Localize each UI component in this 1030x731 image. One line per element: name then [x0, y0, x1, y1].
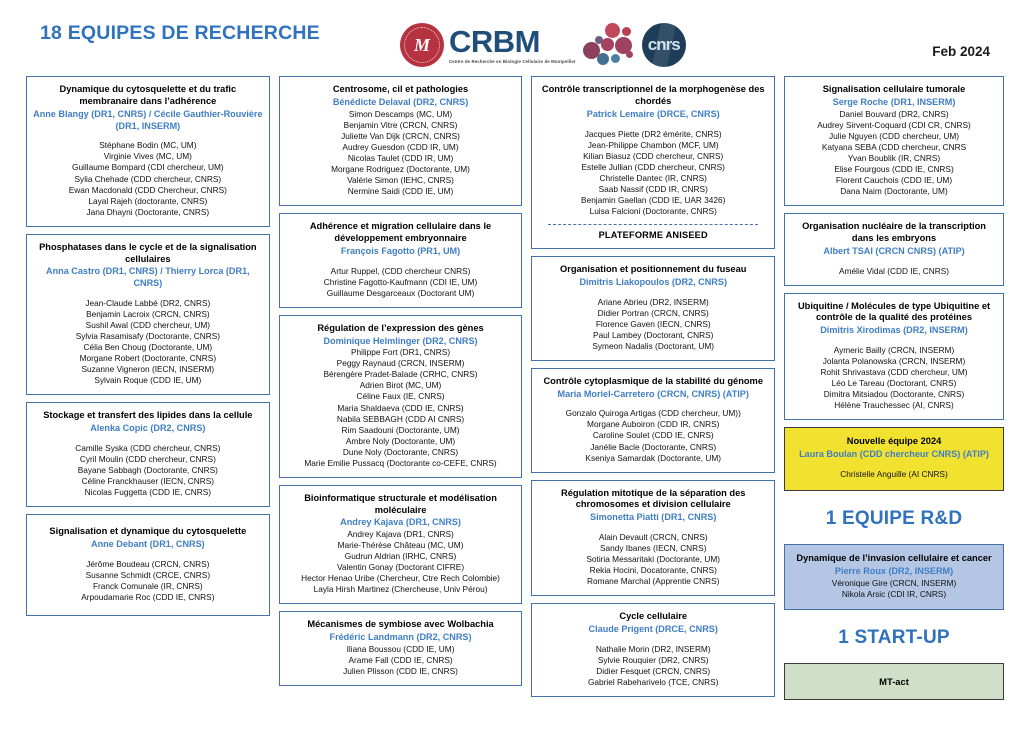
team-title: Cycle cellulaire	[619, 611, 688, 622]
team-title: Dynamique du cytosquelette et du trafic membranaire dans l’adhérence	[59, 84, 237, 106]
team-box	[784, 293, 1004, 421]
team-member: Cyril Moulin (CDD chercheur, CNRS)	[79, 454, 216, 465]
team-member: Florence Gaven (IECN, CNRS)	[595, 318, 711, 329]
team-member: Benjamin Vitre (CRCN, CNRS)	[343, 119, 458, 130]
team-members	[286, 266, 516, 299]
team-member: Amélie Vidal (CDD IE, CNRS)	[839, 265, 950, 276]
rd-team-box	[784, 544, 1004, 610]
team-member: Arpoudamarie Roc (CDD IE, CNRS)	[81, 591, 215, 602]
new-team-members	[791, 469, 997, 480]
team-member: Valérie Simon (IEHC, CNRS)	[347, 174, 454, 185]
team-leader: Anne Blangy (DR1, CNRS) / Cécile Gauthier-Rouvière (DR1, INSERM)	[33, 108, 263, 131]
team-member: Valentin Gonay (Doctorant CIFRE)	[336, 562, 465, 573]
team-members	[286, 347, 516, 468]
team-member: Maria Shaldaeva (CDD IE, CNRS)	[337, 402, 464, 413]
team-member: Artur Ruppel, (CDD chercheur CNRS)	[330, 265, 471, 276]
team-member: Christine Fagotto-Kaufmann (CDI IE, UM)	[323, 276, 478, 287]
section-divider	[548, 224, 758, 225]
crbm-subtitle: Centre de Recherche en Biologie Cellulaire de Montpellier	[449, 59, 576, 64]
new-team-title: Nouvelle équipe 2024	[846, 436, 942, 447]
team-member: Paul Lambey (Doctorant, CNRS)	[593, 329, 714, 340]
team-member: Camille Syska (CDD chercheur, CNRS)	[75, 442, 221, 453]
team-title: Organisation et positionnement du fuseau	[559, 263, 747, 274]
team-title: Stockage et transfert des lipides dans la cellule	[43, 410, 253, 421]
cnrs-label: cnrs	[647, 35, 680, 54]
new-team-box	[784, 427, 1004, 491]
team-members	[538, 408, 768, 463]
team-member: Jérôme Boudeau (CRCN, CNRS)	[86, 558, 210, 569]
team-member: Dana Naim (Doctorante, UM)	[840, 185, 948, 196]
team-member: Philippe Fort (DR1, CNRS)	[350, 347, 451, 358]
team-member: Andrey Kajava (DR1, CNRS)	[347, 529, 454, 540]
team-member: Nikola Arsic (CDI IR, CNRS)	[841, 588, 947, 599]
team-member: Gonzalo Quiroga Artigas (CDD chercheur, UM))	[565, 408, 741, 419]
column-3	[531, 76, 775, 700]
team-box	[784, 76, 1004, 206]
team-member: Gudrun Aldrian (IRHC, CNRS)	[344, 551, 457, 562]
team-title: Contrôle transcriptionnel de la morphogenèse des chordés	[541, 84, 765, 106]
page-title: 18 EQUIPES DE RECHERCHE	[40, 22, 320, 44]
team-member: Christelle Anguille (AI CNRS)	[840, 469, 948, 480]
team-members	[286, 644, 516, 677]
team-members	[33, 140, 263, 217]
team-leader: Andrey Kajava (DR1, CNRS)	[340, 517, 461, 528]
team-member: Audrey Guesdon (CDD IR, UM)	[342, 141, 459, 152]
team-member: Dune Noly (Doctorante, CNRS)	[342, 446, 459, 457]
team-members	[538, 644, 768, 688]
team-members	[538, 297, 768, 352]
team-member: Kseniya Samardak (Doctorante, UM)	[585, 452, 721, 463]
team-member: Nicolas Taulet (CDD IR, UM)	[347, 152, 454, 163]
team-member: Simon Descamps (MC, UM)	[348, 108, 453, 119]
team-members	[286, 109, 516, 197]
team-box	[531, 480, 775, 597]
team-members	[286, 529, 516, 595]
startup-box	[784, 663, 1004, 700]
team-member: Aymeric Bailly (CRCN, INSERM)	[833, 345, 955, 356]
team-member: Audrey Sirvent-Coquard (CDI CR, CNRS)	[817, 119, 971, 130]
team-member: Hector Henao Uribe (Chercheur, Ctre Rech Colombie)	[301, 573, 500, 584]
crbm-logo	[449, 26, 576, 64]
team-box	[279, 315, 523, 478]
team-leader: Albert TSAI (CRCN CNRS) (ATIP)	[823, 245, 965, 256]
team-member: Morgane Rodriguez (Doctorante, UM)	[331, 163, 470, 174]
column-4	[784, 76, 1004, 700]
team-box	[26, 514, 270, 616]
startup-name: MT-act	[879, 675, 909, 687]
team-leader: Dimitris Xirodimas (DR2, INSERM)	[820, 325, 968, 336]
team-box	[531, 368, 775, 473]
team-title: Bioinformatique structurale et modélisation moléculaire	[304, 492, 497, 515]
um-monogram: M	[410, 33, 434, 57]
team-members	[33, 559, 263, 603]
team-member: Alain Devault (CRCN, CNRS)	[598, 532, 708, 543]
team-member: Céline Faux (IE, CNRS)	[356, 391, 445, 402]
team-box	[531, 256, 775, 361]
team-member: Julie Nguyen (CDD chercheur, UM)	[829, 130, 960, 141]
team-member: Hélène Trauchessec (AI, CNRS)	[834, 400, 954, 411]
team-leader: Claude Prigent (DRCE, CNRS)	[588, 624, 718, 635]
team-leader: Frédéric Landmann (DR2, CNRS)	[329, 632, 472, 643]
team-member: Nathalie Morin (DR2, INSERM)	[595, 644, 711, 655]
team-member: Yvan Boublik (IR, CNRS)	[847, 152, 941, 163]
team-member: Peggy Raynaud (CRCN, INSERM)	[336, 358, 465, 369]
team-leader: Bénédicte Delaval (DR2, CNRS)	[332, 96, 469, 107]
startup-section-heading: 1 START-UP	[838, 626, 950, 648]
team-member: Adrien Birot (MC, UM)	[359, 380, 442, 391]
team-member: Kilian Biasuz (CDD chercheur, CNRS)	[583, 150, 724, 161]
team-leader: Dimitris Liakopoulos (DR2, CNRS)	[579, 276, 727, 287]
team-title: Centrosome, cil et pathologies	[332, 84, 469, 94]
team-members	[791, 266, 997, 277]
cnrs-logo	[642, 23, 686, 67]
molecule-icon	[581, 23, 637, 67]
team-box	[279, 485, 523, 605]
team-member: Jana Dhayni (Doctorante, CNRS)	[86, 206, 210, 217]
team-member: Célia Ben Choug (Doctorante, UM)	[83, 342, 213, 353]
team-member: Didier Fesquet (CRCN, CNRS)	[596, 666, 711, 677]
team-member: Ambre Noly (Doctorante, UM)	[345, 435, 456, 446]
team-member: Luisa Falcioni (Doctorante, CNRS)	[589, 205, 717, 216]
team-members	[33, 298, 263, 386]
logo-group	[400, 22, 686, 68]
team-member: Sushil Awal (CDD chercheur, UM)	[85, 320, 211, 331]
team-member: Layal Rajeh (doctorante, CNRS)	[88, 195, 208, 206]
team-member: Benjamin Gaellan (CDD IE, UAR 3426)	[581, 194, 726, 205]
team-member: Guillaume Bompard (CDI chercheur, UM)	[71, 162, 224, 173]
team-box	[531, 76, 775, 249]
team-title: Organisation nucléaire de la transcription dans les embryons	[802, 220, 986, 243]
team-member: Jean-Philippe Chambon (MCF, UM)	[587, 139, 719, 150]
team-members	[538, 129, 768, 217]
team-member: Janélie Bacle (Doctorante, CNRS)	[590, 441, 717, 452]
team-box	[531, 603, 775, 697]
team-leader: Serge Roche (DR1, INSERM)	[832, 96, 956, 107]
crbm-acronym: CRBM	[449, 24, 540, 59]
team-member: Suzanne Vigneron (IECN, INSERM)	[81, 364, 215, 375]
team-member: Morgane Auboiron (CDD IR, CNRS)	[587, 419, 720, 430]
date-label: Feb 2024	[932, 44, 990, 59]
team-member: Dimitra Mitsiadou (Doctorante, CNRS)	[823, 389, 965, 400]
rd-team-leader: Pierre Roux (DR2, INSERM)	[834, 565, 954, 576]
team-box	[26, 76, 270, 227]
team-box	[26, 402, 270, 507]
team-member: Ariane Abrieu (DR2, INSERM)	[597, 296, 709, 307]
team-member: Susanne Schmidt (CRCE, CNRS)	[85, 569, 211, 580]
platform-label: PLATEFORME ANISEED	[598, 229, 708, 240]
team-member: Elise Fourgous (CDD IE, CNRS)	[834, 163, 954, 174]
team-member: Rohit Shrivastava (CDD chercheur, UM)	[820, 367, 968, 378]
team-member: Sylvain Roque (CDD IE, UM)	[94, 375, 202, 386]
team-member: Nermine Saidi (CDD IE, UM)	[347, 185, 454, 196]
team-leader: Simonetta Piatti (DR1, CNRS)	[590, 512, 717, 523]
team-member: Katyana SEBA (CDD chercheur, CNRS	[821, 141, 967, 152]
team-leader: Anne Debant (DR1, CNRS)	[91, 539, 205, 550]
team-box	[279, 76, 523, 206]
team-member: Nicolas Fuggetta (CDD IE, CNRS)	[84, 487, 212, 498]
team-member: Stéphane Bodin (MC, UM)	[99, 140, 197, 151]
team-title: Signalisation cellulaire tumorale	[822, 84, 966, 94]
team-member: Nabila SEBBAGH (CDD AI CNRS)	[336, 413, 465, 424]
team-members	[538, 532, 768, 587]
team-member: Bérengère Pradet-Balade (CRHC, CNRS)	[323, 369, 478, 380]
team-title: Signalisation et dynamique du cytosquelette	[49, 526, 247, 537]
team-member: Sandy Ibanes (IECN, CNRS)	[599, 543, 707, 554]
team-member: Caroline Soulet (CDD IE, CNRS)	[592, 430, 714, 441]
team-member: Marie-Thérèse Château (MC, UM)	[337, 540, 464, 551]
team-member: Sylvia Rasamisafy (Doctorante, CNRS)	[75, 331, 220, 342]
team-title: Mécanismes de symbiose avec Wolbachia	[307, 619, 494, 630]
team-member: Franck Comunale (IR, CNRS)	[92, 580, 203, 591]
teams-grid	[0, 76, 1030, 700]
team-title: Contrôle cytoplasmique de la stabilité du génome	[543, 375, 763, 386]
rd-team-members	[791, 578, 997, 600]
team-member: Benjamin Lacroix (CRCN, CNRS)	[86, 309, 210, 320]
column-1	[26, 76, 270, 700]
team-member: Jacques Piette (DR2 émérite, CNRS)	[584, 128, 722, 139]
team-members	[791, 109, 997, 197]
team-box	[26, 234, 270, 396]
team-members	[33, 443, 263, 498]
team-title: Adhérence et migration cellulaire dans le développement embryonnaire	[309, 220, 492, 243]
rd-section-heading: 1 EQUIPE R&D	[825, 508, 963, 530]
team-leader: François Fagotto (PR1, UM)	[340, 245, 461, 256]
team-member: Sotiria Messaritaki (Doctorante, UM)	[586, 554, 721, 565]
team-member: Jean-Claude Labbé (DR2, CNRS)	[85, 298, 211, 309]
team-leader: Dominique Helmlinger (DR2, CNRS)	[323, 335, 478, 346]
team-member: Juliette Van Dijk (CRCN, CNRS)	[341, 130, 460, 141]
team-member: Symeon Nadalis (Doctorant, UM)	[592, 340, 715, 351]
team-member: Marie Emilie Pussacq (Doctorante co-CEFE, CNRS)	[304, 457, 497, 468]
university-montpellier-logo	[400, 23, 444, 67]
team-member: Christelle Dantec (IR, CNRS)	[599, 172, 707, 183]
team-member: Didier Portran (CRCN, CNRS)	[597, 307, 709, 318]
page-header	[0, 0, 1030, 72]
team-leader: María Moriel-Carretero (CRCN, CNRS) (ATIP)	[557, 388, 749, 399]
team-member: Bayane Sabbagh (Doctorante, CNRS)	[77, 465, 218, 476]
team-title: Régulation mitotique de la séparation des chromosomes et division cellulaire	[561, 487, 746, 510]
team-member: Virginie Vives (MC, UM)	[103, 151, 192, 162]
team-leader: Patrick Lemaire (DRCE, CNRS)	[586, 108, 720, 119]
team-member: Florent Cauchois (CDD IE, UM)	[835, 174, 953, 185]
team-member: Sylvie Rouquier (DR2, CNRS)	[597, 655, 709, 666]
team-leader: Anna Castro (DR1, CNRS) / Thierry Lorca (DR1, CNRS)	[46, 266, 250, 289]
team-member: Léo Le Tareau (Doctorant, CNRS)	[831, 378, 957, 389]
team-member: Arame Fall (CDD IE, CNRS)	[348, 655, 453, 666]
team-title: Phosphatases dans le cycle et de la signalisation cellulaires	[39, 241, 257, 264]
team-member: Véronique Gire (CRCN, INSERM)	[831, 577, 957, 588]
new-team-leader: Laura Boulan (CDD chercheur CNRS) (ATIP)	[799, 449, 989, 460]
team-member: Iliana Boussou (CDD IE, UM)	[346, 644, 455, 655]
column-2	[279, 76, 523, 700]
team-title: Ubiquitine / Molécules de type Ubiquitine et contrôle de la qualité des protéines	[797, 300, 991, 323]
team-member: Morgane Robert (Doctorante, CNRS)	[79, 353, 217, 364]
team-box	[784, 213, 1004, 286]
team-member: Daniel Bouvard (DR2, CNRS)	[839, 108, 949, 119]
team-members	[791, 345, 997, 411]
team-member: Julien Plisson (CDD IE, CNRS)	[343, 666, 458, 677]
rd-team-title: Dynamique de l’invasion cellulaire et cancer	[796, 553, 992, 564]
team-member: Estelle Jullian (CDD chercheur, CNRS)	[581, 161, 725, 172]
team-member: Layla Hirsh Martinez (Chercheuse, Univ Pérou)	[313, 584, 488, 595]
team-member: Rim Saadouni (Doctorante, UM)	[341, 424, 460, 435]
team-title: Régulation de l’expression des gènes	[317, 322, 484, 333]
team-member: Rekia Hocini, Docatorante, CNRS)	[589, 565, 717, 576]
team-member: Saab Nassif (CDD IR, CNRS)	[598, 183, 708, 194]
team-member: Ewan Macdonald (CDD Chercheur, CNRS)	[68, 184, 227, 195]
team-member: Sylia Chehade (CDD chercheur, CNRS)	[74, 173, 222, 184]
team-member: Céline Franckhauser (IECN, CNRS)	[81, 476, 214, 487]
team-member: Romane Marchal (Apprentie CNRS)	[587, 576, 720, 587]
team-box	[279, 213, 523, 308]
team-box	[279, 611, 523, 686]
team-leader: Alenka Copic (DR2, CNRS)	[90, 423, 206, 434]
team-member: Jolanta Polanowska (CRCN, INSERM)	[822, 356, 966, 367]
team-member: Gabriel Rabeharivelo (TCE, CNRS)	[587, 677, 719, 688]
team-member: Guillaume Desgarceaux (Doctorant UM)	[326, 287, 475, 298]
